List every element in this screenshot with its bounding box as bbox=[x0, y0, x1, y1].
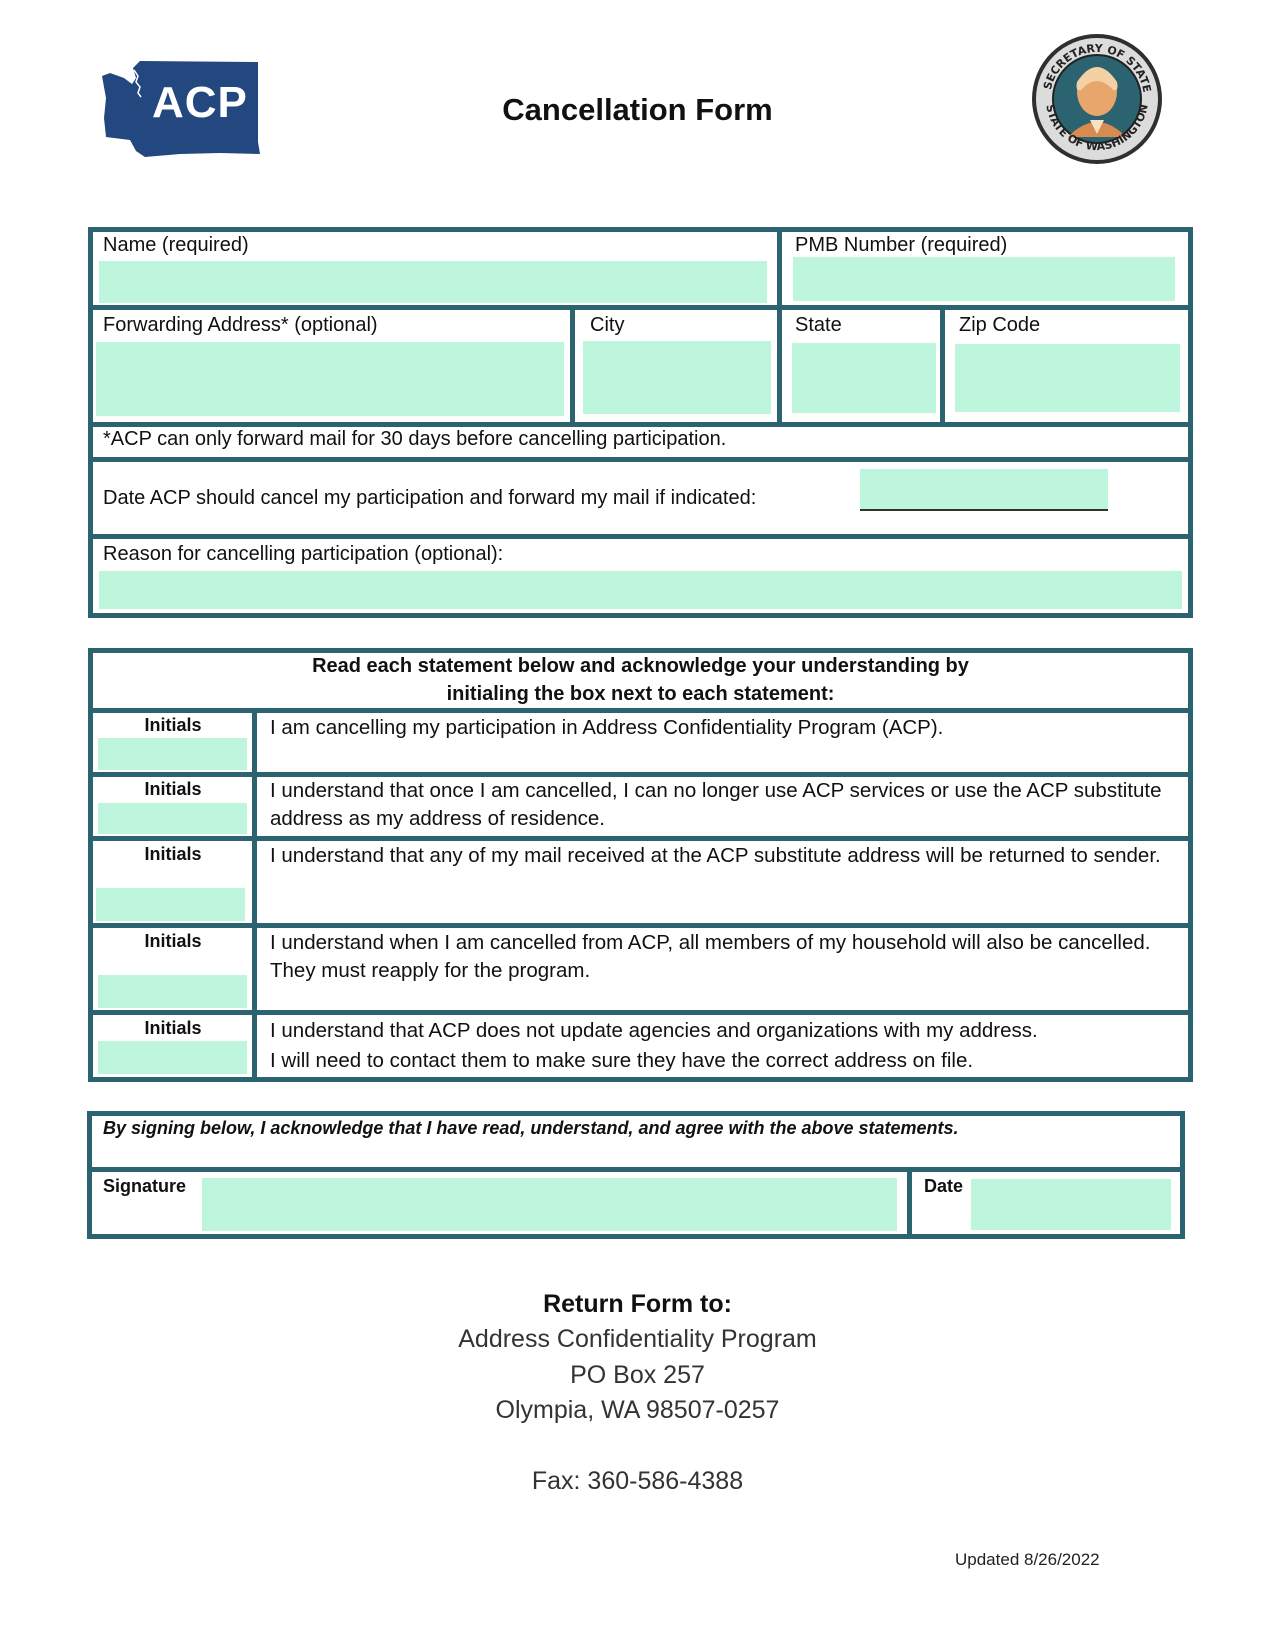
signature-field[interactable] bbox=[202, 1178, 897, 1231]
acknowledgement-statement-line1: I understand that ACP does not update agencies and organizations with my address. bbox=[270, 1019, 1038, 1042]
acknowledgement-header-line1: Read each statement below and acknowledge your understanding by bbox=[312, 655, 969, 677]
secretary-of-state-seal bbox=[1030, 32, 1164, 166]
forwarding-footnote: *ACP can only forward mail for 30 days before cancelling participation. bbox=[103, 428, 727, 450]
zip-code-field[interactable] bbox=[955, 344, 1180, 412]
svg-text:SECRETARY OF STATE: SECRETARY OF STATE bbox=[1041, 41, 1154, 94]
updated-date: Updated 8/26/2022 bbox=[955, 1550, 1100, 1569]
acknowledgement-statement-line2: I will need to contact them to make sure they have the correct address on file. bbox=[270, 1049, 974, 1072]
cancel-date-label: Date ACP should cancel my participation and forward my mail if indicated: bbox=[103, 487, 757, 509]
name-field[interactable] bbox=[99, 261, 767, 303]
cancel-date-field[interactable] bbox=[860, 469, 1108, 511]
logo-text: ACP bbox=[152, 78, 248, 127]
divider bbox=[777, 227, 782, 427]
return-heading: Return Form to: bbox=[543, 1290, 732, 1318]
city-label: City bbox=[590, 314, 625, 336]
divider bbox=[88, 305, 1193, 310]
name-label: Name (required) bbox=[103, 234, 249, 256]
pmb-number-label: PMB Number (required) bbox=[795, 234, 1008, 256]
initials-field[interactable] bbox=[98, 738, 247, 770]
pmb-number-field[interactable] bbox=[793, 257, 1175, 301]
initials-label: Initials bbox=[144, 931, 202, 951]
state-seal-icon bbox=[1030, 32, 1164, 166]
state-label: State bbox=[795, 314, 842, 336]
signature-acknowledgement-statement: By signing below, I acknowledge that I have read, understand, and agree with the above statements. bbox=[103, 1118, 959, 1138]
forwarding-address-field[interactable] bbox=[96, 342, 564, 416]
acknowledgement-statement: I understand when I am cancelled from ACP, all members of my household will also be cancelled. They must reapply for the program. bbox=[270, 931, 1151, 982]
divider bbox=[570, 305, 575, 427]
acknowledgement-header-line2: initialing the box next to each statement: bbox=[446, 683, 835, 705]
return-org: Address Confidentiality Program bbox=[458, 1325, 817, 1353]
divider bbox=[87, 1167, 1185, 1172]
initials-field[interactable] bbox=[98, 803, 247, 834]
city-field[interactable] bbox=[583, 341, 771, 414]
signature-date-field[interactable] bbox=[971, 1179, 1171, 1230]
initials-field[interactable] bbox=[98, 1041, 247, 1074]
initials-label: Initials bbox=[144, 844, 202, 864]
reason-field[interactable] bbox=[99, 571, 1182, 609]
signature-label: Signature bbox=[103, 1176, 187, 1196]
page-title: Cancellation Form bbox=[502, 92, 773, 127]
forwarding-address-label: Forwarding Address* (optional) bbox=[103, 314, 378, 336]
return-po-box: PO Box 257 bbox=[570, 1361, 705, 1389]
initials-label: Initials bbox=[144, 715, 202, 735]
acknowledgement-statement bbox=[270, 1016, 1190, 1076]
reason-label: Reason for cancelling participation (optional): bbox=[103, 543, 504, 565]
acknowledgement-statement: I am cancelling my participation in Address Confidentiality Program (ACP). bbox=[270, 716, 944, 739]
acknowledgement-header bbox=[93, 652, 1188, 708]
signature-date-label: Date bbox=[924, 1176, 964, 1196]
divider bbox=[88, 534, 1193, 539]
divider bbox=[88, 457, 1193, 462]
return-city-line: Olympia, WA 98507-0257 bbox=[495, 1396, 780, 1424]
svg-text:STATE OF WASHINGTON: STATE OF WASHINGTON bbox=[1043, 103, 1151, 154]
zip-code-label: Zip Code bbox=[959, 314, 1041, 336]
divider bbox=[88, 422, 1193, 427]
acknowledgement-statement: I understand that once I am cancelled, I can no longer use ACP services or use the ACP substitute address as my address of residence. bbox=[270, 779, 1162, 830]
initials-label: Initials bbox=[144, 1018, 202, 1038]
state-field[interactable] bbox=[792, 343, 936, 413]
divider bbox=[940, 305, 945, 427]
acknowledgement-statement: I understand that any of my mail received at the ACP substitute address will be returned to sender. bbox=[270, 844, 1161, 867]
initials-field[interactable] bbox=[98, 975, 247, 1008]
return-fax: Fax: 360-586-4388 bbox=[531, 1467, 744, 1495]
initials-label: Initials bbox=[144, 779, 202, 799]
divider bbox=[907, 1167, 912, 1239]
initials-field[interactable] bbox=[96, 888, 245, 921]
